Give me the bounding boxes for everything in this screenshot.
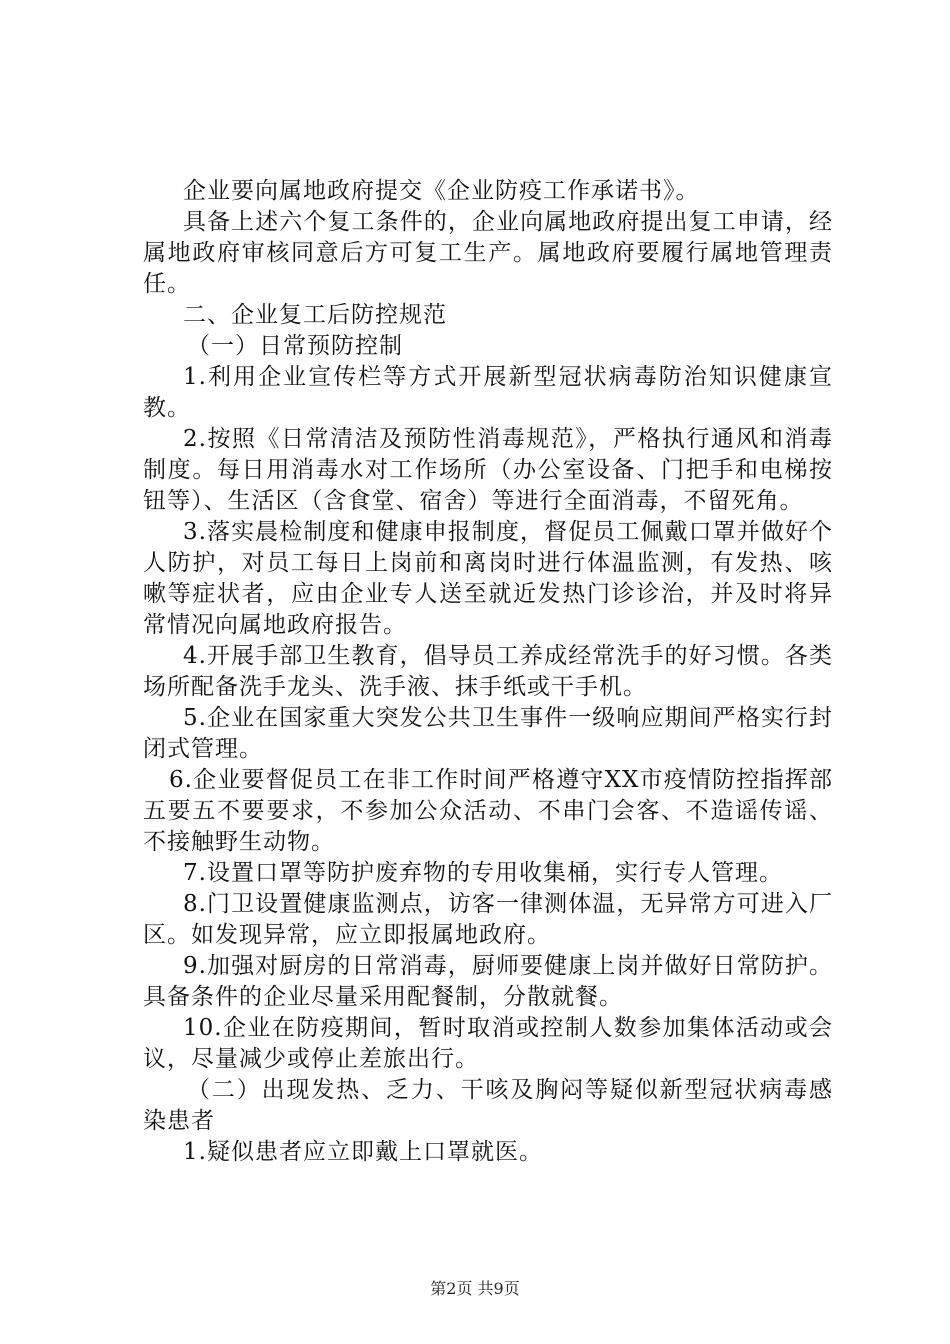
paragraph-commitment: 企业要向属地政府提交《企业防疫工作承诺书》。 bbox=[183, 178, 700, 204]
list-item-2: 2.按照《日常清洁及预防性消毒规范》，严格执行通风和消毒制度。每日用消毒水对工作场所（办公室设备、门把手和电梯按钮等）、生活区（含食堂、宿舍）等进行全面消毒，不留死角。 bbox=[143, 426, 833, 514]
subsection-heading-suspected-cases: （二）出现发热、乏力、干咳及胸闷等疑似新型冠状病毒感染患者 bbox=[143, 1077, 833, 1134]
list-item-7: 7.设置口罩等防护废弃物的专用收集桶，实行专人管理。 bbox=[183, 860, 783, 886]
list-item-6: 6.企业要督促员工在非工作时间严格遵守XX市疫情防控指挥部五要五不要要求，不参加公众活动、不串门会客、不造谣传谣、不接触野生动物。 bbox=[143, 767, 833, 855]
list-item-4: 4.开展手部卫生教育，倡导员工养成经常洗手的好习惯。各类场所配备洗手龙头、洗手液、抹手纸或干手机。 bbox=[143, 643, 833, 700]
list-item-suspected-1: 1.疑似患者应立即戴上口罩就医。 bbox=[183, 1139, 543, 1165]
list-item-1: 1.利用企业宣传栏等方式开展新型冠状病毒防治知识健康宣教。 bbox=[143, 364, 833, 421]
list-item-10: 10.企业在防疫期间，暂时取消或控制人数参加集体活动或会议，尽量减少或停止差旅出行。 bbox=[143, 1015, 833, 1072]
list-item-9: 9.加强对厨房的日常消毒，厨师要健康上岗并做好日常防护。具备条件的企业尽量采用配餐制，分散就餐。 bbox=[143, 953, 833, 1010]
list-item-5: 5.企业在国家重大突发公共卫生事件一级响应期间严格实行封闭式管理。 bbox=[143, 705, 833, 762]
document-body bbox=[143, 176, 833, 1168]
section-heading-2: 二、企业复工后防控规范 bbox=[183, 302, 447, 328]
list-item-8: 8.门卫设置健康监测点，访客一律测体温，无异常方可进入厂区。如发现异常，应立即报属地政府。 bbox=[143, 891, 833, 948]
paragraph-resumption-conditions: 具备上述六个复工条件的，企业向属地政府提出复工申请，经属地政府审核同意后方可复工生产。属地政府要履行属地管理责任。 bbox=[143, 209, 833, 297]
subsection-heading-daily-prevention: （一）日常预防控制 bbox=[187, 333, 403, 359]
list-item-3: 3.落实晨检制度和健康申报制度，督促员工佩戴口罩并做好个人防护，对员工每日上岗前和离岗时进行体温监测，有发热、咳嗽等症状者，应由企业专人送至就近发热门诊诊治，并及时将异常情况向属地政府报告。 bbox=[143, 519, 833, 638]
page-footer: 第2页 共9页 bbox=[430, 1279, 520, 1298]
